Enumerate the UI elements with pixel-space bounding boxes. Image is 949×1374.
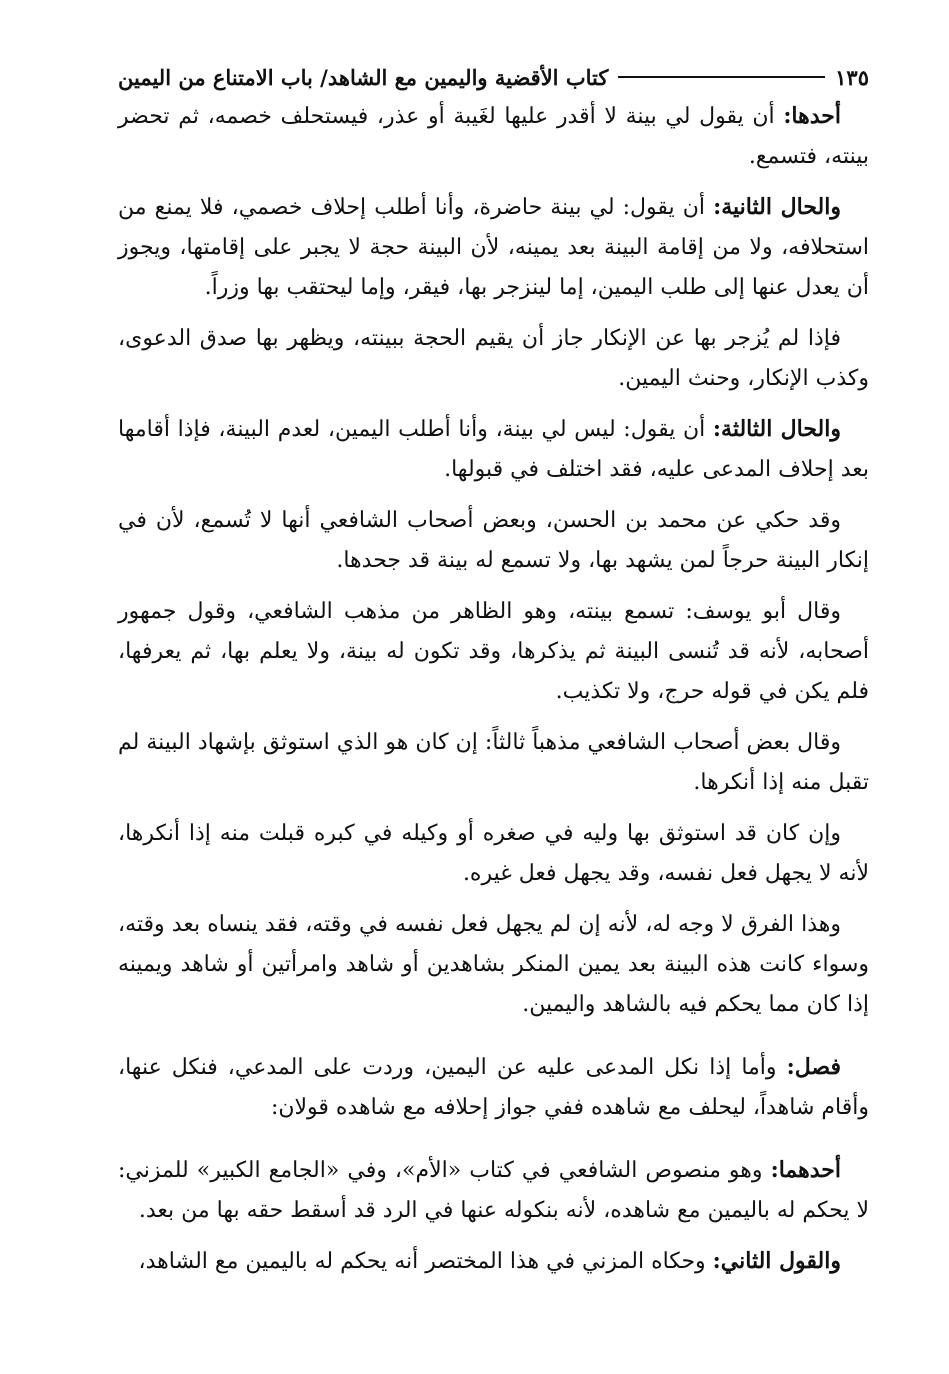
paragraph-12 [118, 1241, 869, 1282]
paragraph-text: أن يقول: ليس لي بينة، وأنا أطلب اليمين، لعدم البينة، فإذا أقامها بعد إحلاف المدعى عليه، فقد اختلف في قبولها. [118, 417, 869, 482]
paragraph-text: أن يقول لي بينة لا أقدر عليها لغَيبة أو عذر، فيستحلف خصمه، ثم تحضر بينته، فتسمع. [118, 104, 869, 169]
paragraph-11 [118, 1150, 869, 1231]
paragraph-5 [118, 500, 869, 581]
section-fasl [118, 1047, 869, 1128]
paragraph-3 [118, 318, 869, 399]
paragraph-text: وقال أبو يوسف: تسمع بينته، وهو الظاهر من مذهب الشافعي، وقول جمهور أصحابه، لأنه قد تُنسى البينة ثم يذكرها، وقد تكون له بينة، ولا يعلم بها، ثم يعرفها، فلم يكن في قوله حرج، ولا تكذيب. [118, 599, 869, 704]
paragraph-1 [118, 96, 869, 177]
paragraph-lead: والحال الثالثة: [712, 416, 841, 442]
paragraph-2 [118, 187, 869, 308]
paragraph-lead: أحدهما: [770, 1157, 841, 1183]
header-title: كتاب الأقضية واليمين مع الشاهد/ باب الامتناع من اليمين [118, 64, 609, 90]
paragraph-lead: والحال الثانية: [713, 194, 841, 220]
paragraph-text: وأما إذا نكل المدعى عليه عن اليمين، وردت على المدعي، فنكل عنها، وأقام شاهداً، ليحلف مع شاهده ففي جواز إحلافه مع شاهده قولان: [118, 1055, 869, 1120]
paragraph-6 [118, 591, 869, 712]
paragraph-text: وحكاه المزني في هذا المختصر أنه يحكم له باليمين مع الشاهد، [138, 1249, 713, 1274]
paragraph-lead: والقول الثاني: [712, 1248, 841, 1274]
page-number: ١٣٥ [835, 64, 869, 90]
paragraph-text: فإذا لم يُزجر بها عن الإنكار جاز أن يقيم الحجة ببينته، ويظهر بها صدق الدعوى، وكذب الإنكار، وحنث اليمين. [118, 326, 869, 391]
paragraph-7 [118, 722, 869, 803]
paragraph-text: وإن كان قد استوثق بها وليه في صغره أو وكيله في كبره قبلت منه إذا أنكرها، لأنه لا يجهل فعل نفسه، وقد يجهل فعل غيره. [118, 821, 869, 886]
paragraph-8 [118, 813, 869, 894]
paragraph-9 [118, 904, 869, 1025]
paragraph-text: وهو منصوص الشافعي في كتاب «الأم»، وفي «الجامع الكبير» للمزني: لا يحكم له باليمين مع شاهده، لأنه بنكوله عنها في الرد قد أسقط حقه بها من بعد. [118, 1158, 869, 1223]
paragraph-text: وقد حكي عن محمد بن الحسن، وبعض أصحاب الشافعي أنها لا تُسمع، لأن في إنكار البينة حرجاً لمن يشهد بها، ولا تسمع له بينة قد جحدها. [118, 508, 869, 573]
paragraph-text: وقال بعض أصحاب الشافعي مذهباً ثالثاً: إن كان هو الذي استوثق بإشهاد البينة لم تقبل منه إذا أنكرها. [118, 730, 869, 795]
page-body [118, 96, 869, 1292]
running-header [118, 60, 869, 94]
header-rule [618, 76, 825, 78]
paragraph-lead: أحدها: [783, 103, 841, 129]
paragraph-text: أن يقول: لي بينة حاضرة، وأنا أطلب إحلاف خصمي، فلا يمنع من استحلافه، ولا من إقامة البينة بعد يمينه، لأن البينة حجة لا يجبر على إقامتها، ويجوز أن يعدل عنها إلى طلب اليمين، إما لينزجر بها، فيقر، وإما ليحتقب بها وزراً. [118, 195, 869, 300]
paragraph-lead: فصل: [786, 1054, 841, 1080]
paragraph-text: وهذا الفرق لا وجه له، لأنه إن لم يجهل فعل نفسه في وقته، فقد ينساه بعد وقته، وسواء كانت هذه البينة بعد يمين المنكر بشاهدين أو شاهد وامرأتين أو شاهد ويمينه إذا كان مما يحكم فيه بالشاهد واليمين. [118, 912, 869, 1017]
paragraph-4 [118, 409, 869, 490]
